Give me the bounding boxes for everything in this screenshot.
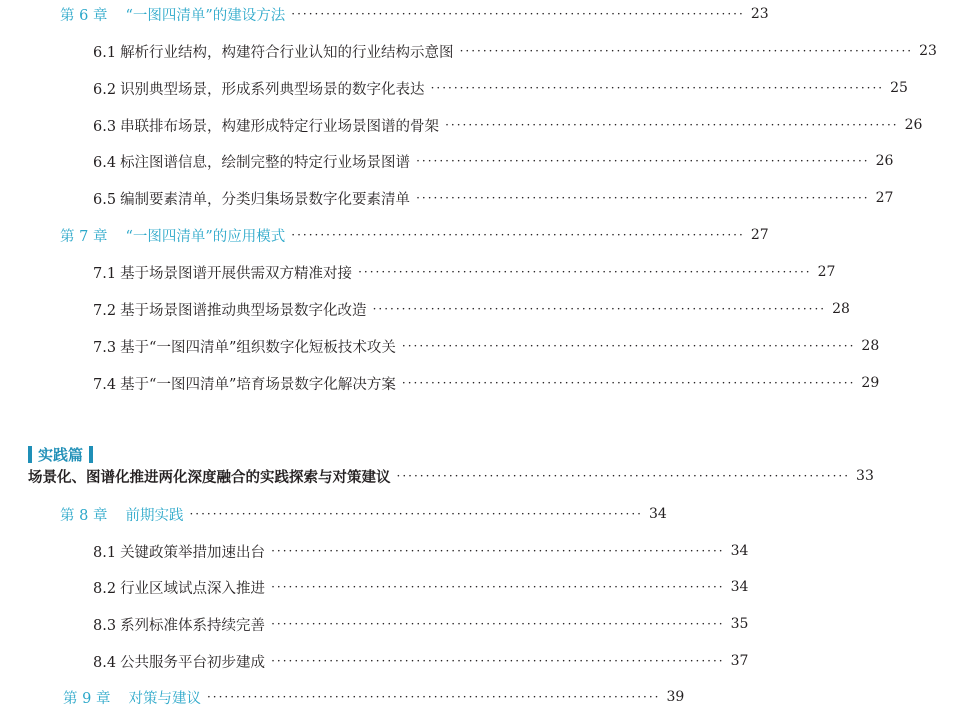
section-title: 基于场景图谱推动典型场景数字化改造 xyxy=(120,302,367,319)
section-number: 7.2 xyxy=(93,302,117,319)
toc-part-title[interactable] xyxy=(0,464,874,488)
chapter-number: 第 8 章 xyxy=(60,507,108,524)
page-number: 39 xyxy=(666,689,685,705)
page-number: 34 xyxy=(648,506,667,522)
dot-leader: ·············································································· xyxy=(396,469,851,483)
page-number: 27 xyxy=(750,227,769,243)
toc-section-6-1[interactable] xyxy=(0,39,937,63)
part-tag-bar-right xyxy=(89,446,93,463)
section-title: 关键政策举措加速出台 xyxy=(120,544,266,561)
dot-leader: ·············································································· xyxy=(445,118,899,132)
dot-leader: ·············································································· xyxy=(401,376,856,390)
toc-chapter-7[interactable] xyxy=(0,223,769,247)
toc-section-6-3[interactable] xyxy=(0,113,923,137)
toc-chapter-8[interactable] xyxy=(0,502,668,526)
page-number: 23 xyxy=(750,6,769,22)
page-number: 34 xyxy=(730,579,749,595)
dot-leader: ·············································································· xyxy=(372,302,827,316)
section-title: 解析行业结构，构建符合行业认知的行业结构示意图 xyxy=(120,44,454,61)
section-title: 识别典型场景，形成系列典型场景的数字化表达 xyxy=(120,81,425,98)
chapter-title: “一图四清单”的应用模式 xyxy=(125,228,286,245)
chapter-title: 前期实践 xyxy=(125,507,184,524)
toc-chapter-9[interactable] xyxy=(0,685,685,709)
dot-leader: ·············································································· xyxy=(358,265,812,279)
dot-leader: ·············································································· xyxy=(271,654,725,668)
dot-leader: ·············································································· xyxy=(271,580,725,594)
toc-section-8-3[interactable] xyxy=(0,612,749,636)
page-number: 28 xyxy=(832,301,850,317)
dot-leader: ·············································································· xyxy=(271,617,725,631)
toc-section-7-4[interactable] xyxy=(0,371,880,395)
section-number: 8.3 xyxy=(93,617,117,634)
section-title: 系列标准体系持续完善 xyxy=(120,617,266,634)
dot-leader: ·············································································· xyxy=(430,81,885,95)
toc-section-7-1[interactable] xyxy=(0,260,836,284)
page-number: 25 xyxy=(890,80,908,96)
chapter-number: 第 7 章 xyxy=(60,228,108,245)
dot-leader: ·············································································· xyxy=(459,44,914,58)
page-number: 28 xyxy=(861,338,880,354)
page-number: 27 xyxy=(817,264,836,280)
toc-chapter-6[interactable] xyxy=(0,2,769,26)
section-title: 串联排布场景，构建形成特定行业场景图谱的骨架 xyxy=(120,118,440,135)
dot-leader: ·············································································· xyxy=(416,154,870,168)
page-number: 27 xyxy=(875,190,894,206)
toc-section-7-3[interactable] xyxy=(0,334,880,358)
toc-section-8-4[interactable] xyxy=(0,649,749,673)
dot-leader: ·············································································· xyxy=(206,690,661,704)
section-title: 公共服务平台初步建成 xyxy=(120,654,266,671)
section-title: 基于“一图四清单”组织数字化短板技术攻关 xyxy=(120,339,396,356)
dot-leader: ·············································································· xyxy=(401,339,856,353)
section-number: 8.1 xyxy=(93,544,117,561)
section-number: 7.3 xyxy=(93,339,117,356)
page-number: 34 xyxy=(730,543,749,559)
dot-leader: ·············································································· xyxy=(271,544,725,558)
section-number: 7.4 xyxy=(93,376,117,393)
section-title: 基于场景图谱开展供需双方精准对接 xyxy=(120,265,353,282)
section-number: 6.1 xyxy=(93,44,117,61)
part-tag-bar-left xyxy=(28,446,32,463)
section-number: 6.3 xyxy=(93,118,117,135)
section-number: 6.5 xyxy=(93,191,117,208)
chapter-number: 第 6 章 xyxy=(60,7,108,24)
chapter-title: “一图四清单”的建设方法 xyxy=(125,7,286,24)
dot-leader: ·············································································· xyxy=(189,507,643,521)
section-title: 基于“一图四清单”培育场景数字化解决方案 xyxy=(120,376,396,393)
dot-leader: ·············································································· xyxy=(291,7,745,21)
toc-section-8-2[interactable] xyxy=(0,575,749,599)
dot-leader: ·············································································· xyxy=(416,191,870,205)
part-tag xyxy=(28,444,93,464)
toc-section-8-1[interactable] xyxy=(0,539,749,563)
page-number: 26 xyxy=(904,117,923,133)
toc-section-7-2[interactable] xyxy=(0,297,850,321)
section-number: 8.2 xyxy=(93,580,117,597)
page-number: 37 xyxy=(730,653,749,669)
section-number: 8.4 xyxy=(93,654,117,671)
section-number: 7.1 xyxy=(93,265,117,282)
chapter-title: 对策与建议 xyxy=(128,690,201,707)
part-tag-label: 实践篇 xyxy=(38,445,84,464)
section-title: 编制要素清单，分类归集场景数字化要素清单 xyxy=(120,191,411,208)
dot-leader: ·············································································· xyxy=(291,228,745,242)
section-number: 6.2 xyxy=(93,81,117,98)
page-number: 33 xyxy=(856,468,874,484)
chapter-number: 第 9 章 xyxy=(63,690,111,707)
section-title: 标注图谱信息，绘制完整的特定行业场景图谱 xyxy=(120,154,411,171)
page-number: 23 xyxy=(919,43,937,59)
page-number: 26 xyxy=(875,153,894,169)
page-number: 29 xyxy=(861,375,880,391)
page-number: 35 xyxy=(730,616,749,632)
section-title: 行业区域试点深入推进 xyxy=(120,580,266,597)
toc-section-6-2[interactable] xyxy=(0,76,908,100)
section-number: 6.4 xyxy=(93,154,117,171)
part-title: 场景化、图谱化推进两化深度融合的实践探索与对策建议 xyxy=(28,469,391,486)
toc-section-6-5[interactable] xyxy=(0,186,894,210)
toc-section-6-4[interactable] xyxy=(0,149,894,173)
